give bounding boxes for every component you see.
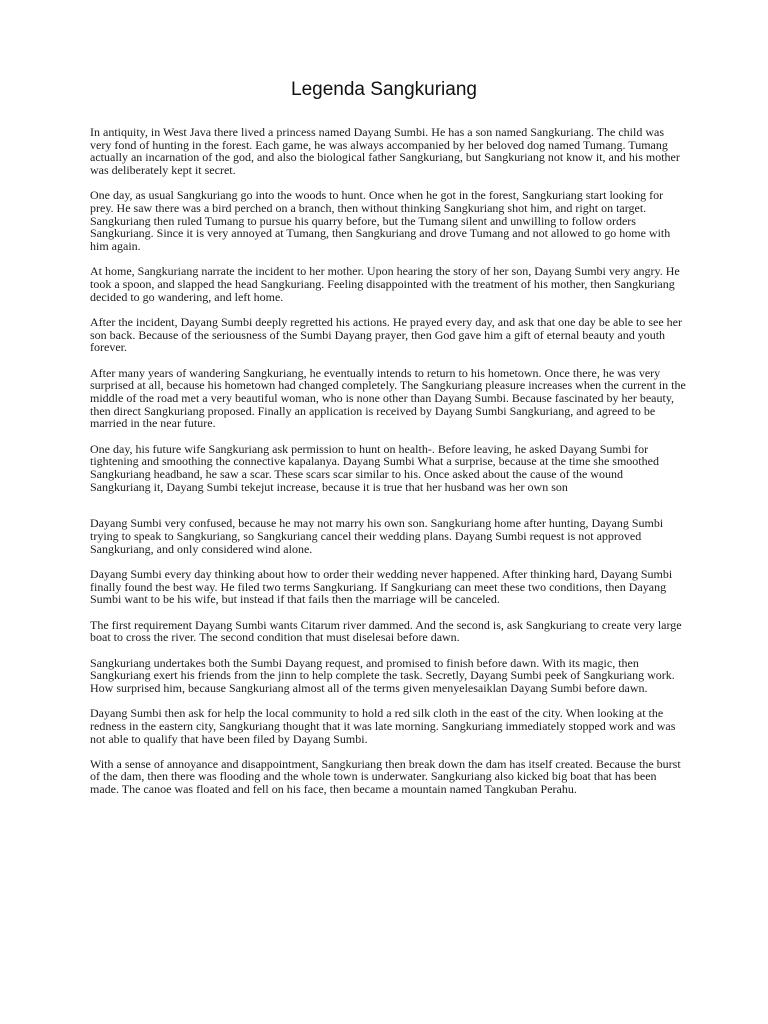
paragraph-8: Dayang Sumbi every day thinking about how to order their wedding never happened. After thinking hard, Dayang Sumbi finally found the best way. He filed two terms Sangkuriang. If Sangkuriang can meet these two conditions, then Dayang Sumbi want to be his wife, but instead if that fails then the marriage will be canceled. [90,566,673,607]
paragraph-12: With a sense of annoyance and disappointment, Sangkuriang then break down the dam has itself created. Because the burst of the dam, then there was flooding and the whole town is underwater. Sangkuriang also kicked big boat that has been made. The canoe was floated and fell on his face, then became a mountain named Tangkuban Perahu. [90,756,681,797]
paragraph-3: At home, Sangkuriang narrate the incident to her mother. Upon hearing the story of her son, Dayang Sumbi very angry. He took a spoon, and slapped the head Sangkuriang. Feeling disappointed with the treatment of his mother, then Sangkuriang decided to go wandering, and left home. [90,264,680,304]
paragraph-6: One day, his future wife Sangkuriang ask permission to hunt on health-. Before leaving, he asked Dayang Sumbi for tightening and smoothing the connective kapalanya. Dayang Sumbi What a surprise, because at the time she smoothed Sangkuriang headband, he saw a scar. These scars scar similar to his. Once asked about the cause of the wound Sangkuriang it, Dayang Sumbi tekejut increase, because it is true that her husband was her own son [90,441,659,494]
paragraph-4: After the incident, Dayang Sumbi deeply regretted his actions. He prayed every day, and ask that one day be able to see her son back. Because of the seriousness of the Sumbi Dayang prayer, then God gave him a gift of eternal beauty and youth forever. [90,314,683,355]
paragraph-5: After many years of wandering Sangkuriang, he eventually intends to return to his hometown. Once there, he was very surprised at all, because his hometown had changed completely. The Sangkuriang pleasure increases when the current in the middle of the road met a very beautiful woman, who is none other than Dayang Sumbi. Because fascinated by her beauty, then direct Sangkuriang proposed. Finally an application is received by Dayang Sumbi Sangkuriang, and agreed to be married in the near future. [90,365,686,431]
paragraph-2: One day, as usual Sangkuriang go into the woods to hunt. Once when he got in the forest, Sangkuriang start looking for prey. He saw there was a bird perched on a branch, then without thinking Sangkuriang shot him, and right on target. Sangkuriang then ruled Tumang to pursue his quarry before, but the Tumang silent and unwilling to follow orders Sangkuriang. Since it is very annoyed at Tumang, then Sangkuriang and drove Tumang and not allowed to go home with him again. [90,188,671,254]
document-body [90,126,686,808]
paragraph-7: Dayang Sumbi very confused, because he may not marry his own son. Sangkuriang home after hunting, Dayang Sumbi trying to speak to Sangkuriang, so Sangkuriang cancel their wedding plans. Dayang Sumbi request is not approved Sangkuriang, and only considered wind alone. [90,516,664,556]
paragraph-10: Sangkuriang undertakes both the Sumbi Dayang request, and promised to finish before dawn. With its magic, then Sangkuriang exert his friends from the jinn to help complete the task. Secretly, Dayang Sumbi peek of Sangkuriang work. How surprised him, because Sangkuriang almost all of the terms given menyelesaiklan Dayang Sumbi before dawn. [90,655,675,695]
paragraph-11: Dayang Sumbi then ask for help the local community to hold a red silk cloth in the east of the city. When looking at the redness in the eastern city, Sangkuriang thought that it was late morning. Sangkuriang immediately stopped work and was not able to qualify that have been filed by Dayang Sumbi. [90,706,676,746]
paragraph-1: In antiquity, in West Java there lived a princess named Dayang Sumbi. He has a son named Sangkuriang. The child was very fond of hunting in the forest. Each game, he was always accompanied by her beloved dog named Tumang. Tumang actually an incarnation of the god, and also the biological father Sangkuriang, but Sangkuriang not know it, and his mother was deliberately kept it secret. [90,125,680,178]
paragraph-9: The first requirement Dayang Sumbi wants Citarum river dammed. And the second is, ask Sangkuriang to create very large boat to cross the river. The second condition that must diselesai before dawn. [90,617,682,645]
document-title: Legenda Sangkuriang [291,79,477,100]
